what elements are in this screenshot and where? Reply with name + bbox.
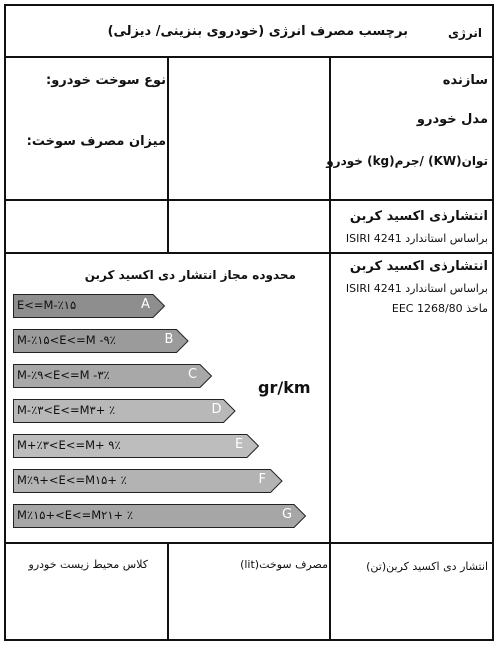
fields-divider: [6, 199, 492, 201]
emission-bar-range: M-٪۳<E<=M۳+ ٪: [17, 403, 116, 417]
env-class-label: کلاس محیط زیست خودرو: [28, 558, 148, 571]
manufacturer-label: سازنده: [442, 73, 488, 88]
emission-bar-range: M٪۹+<E<=M۱۵+ ٪: [17, 473, 127, 487]
fuel-type-label: نوع سوخت خودرو:: [46, 73, 166, 88]
emission-scale-title: محدوده مجاز انتشار دی اکسید کربن: [84, 268, 296, 282]
emission-bar-f: [13, 469, 283, 493]
label-title: برچسب مصرف انرژی (خودروی بنزینی/ دیزلی): [107, 24, 408, 39]
fuel-consumption-lit-label: مصرف سوخت(lit): [240, 558, 328, 571]
power-weight-label: توان(KW) /جرم(kg) خودرو: [326, 154, 488, 168]
emission-bar-range: M+٪۳<E<=M+ ۹٪: [17, 438, 121, 452]
emission-bar-range: M-٪۹<E<=M -۳٪: [17, 368, 110, 382]
emission-bar-letter: E: [235, 437, 244, 452]
emission-bar-range: E<=M-٪۱۵: [17, 298, 77, 312]
energy-label: [4, 4, 494, 641]
emission-bar-e: [13, 434, 259, 458]
fuel-consumption-label: میزان مصرف سوخت:: [26, 134, 166, 149]
emission-bar-letter: A: [141, 297, 150, 312]
co2-standard-1: براساس استاندارد ISIRI 4241: [345, 232, 488, 245]
co2-title-1: انتشارذی اکسید کربن: [349, 209, 488, 224]
co2-standard-2: براساس استاندارد ISIRI 4241: [345, 282, 488, 295]
emission-bar-letter: G: [282, 507, 293, 522]
header-divider: [6, 56, 492, 58]
emission-unit: gr/km: [258, 378, 311, 397]
emission-bar-letter: C: [188, 367, 198, 382]
co2-emission-ton-label: انتشار دی اکسید کربن(تن): [366, 560, 488, 573]
co2-divider: [6, 252, 492, 254]
emission-bar-c: [13, 364, 212, 388]
col-divider-left: [167, 56, 169, 252]
model-label: مدل خودرو: [416, 112, 488, 127]
emission-bar-g: [13, 504, 306, 528]
emission-bar-range: M٪۱۵+<E<=M۲۱+ ٪: [17, 508, 134, 522]
co2-title-2: انتشارذی اکسید کربن: [349, 259, 488, 274]
energy-word: انرژی: [448, 26, 482, 40]
emission-bar-range: M-٪۱۵<E<=M -۹٪: [17, 333, 116, 347]
emission-bar-letter: D: [211, 402, 222, 417]
col-divider-footer: [167, 542, 169, 639]
footer-divider: [6, 542, 492, 544]
col-divider-right: [329, 56, 331, 639]
co2-source: ماخذ 1268/80 EEC: [391, 302, 488, 315]
emission-bar-d: [13, 399, 236, 423]
emission-bar-letter: F: [258, 472, 266, 487]
emission-bar-letter: B: [164, 332, 174, 347]
emission-bar-b: [13, 329, 189, 353]
emission-bar-a: [13, 294, 165, 318]
